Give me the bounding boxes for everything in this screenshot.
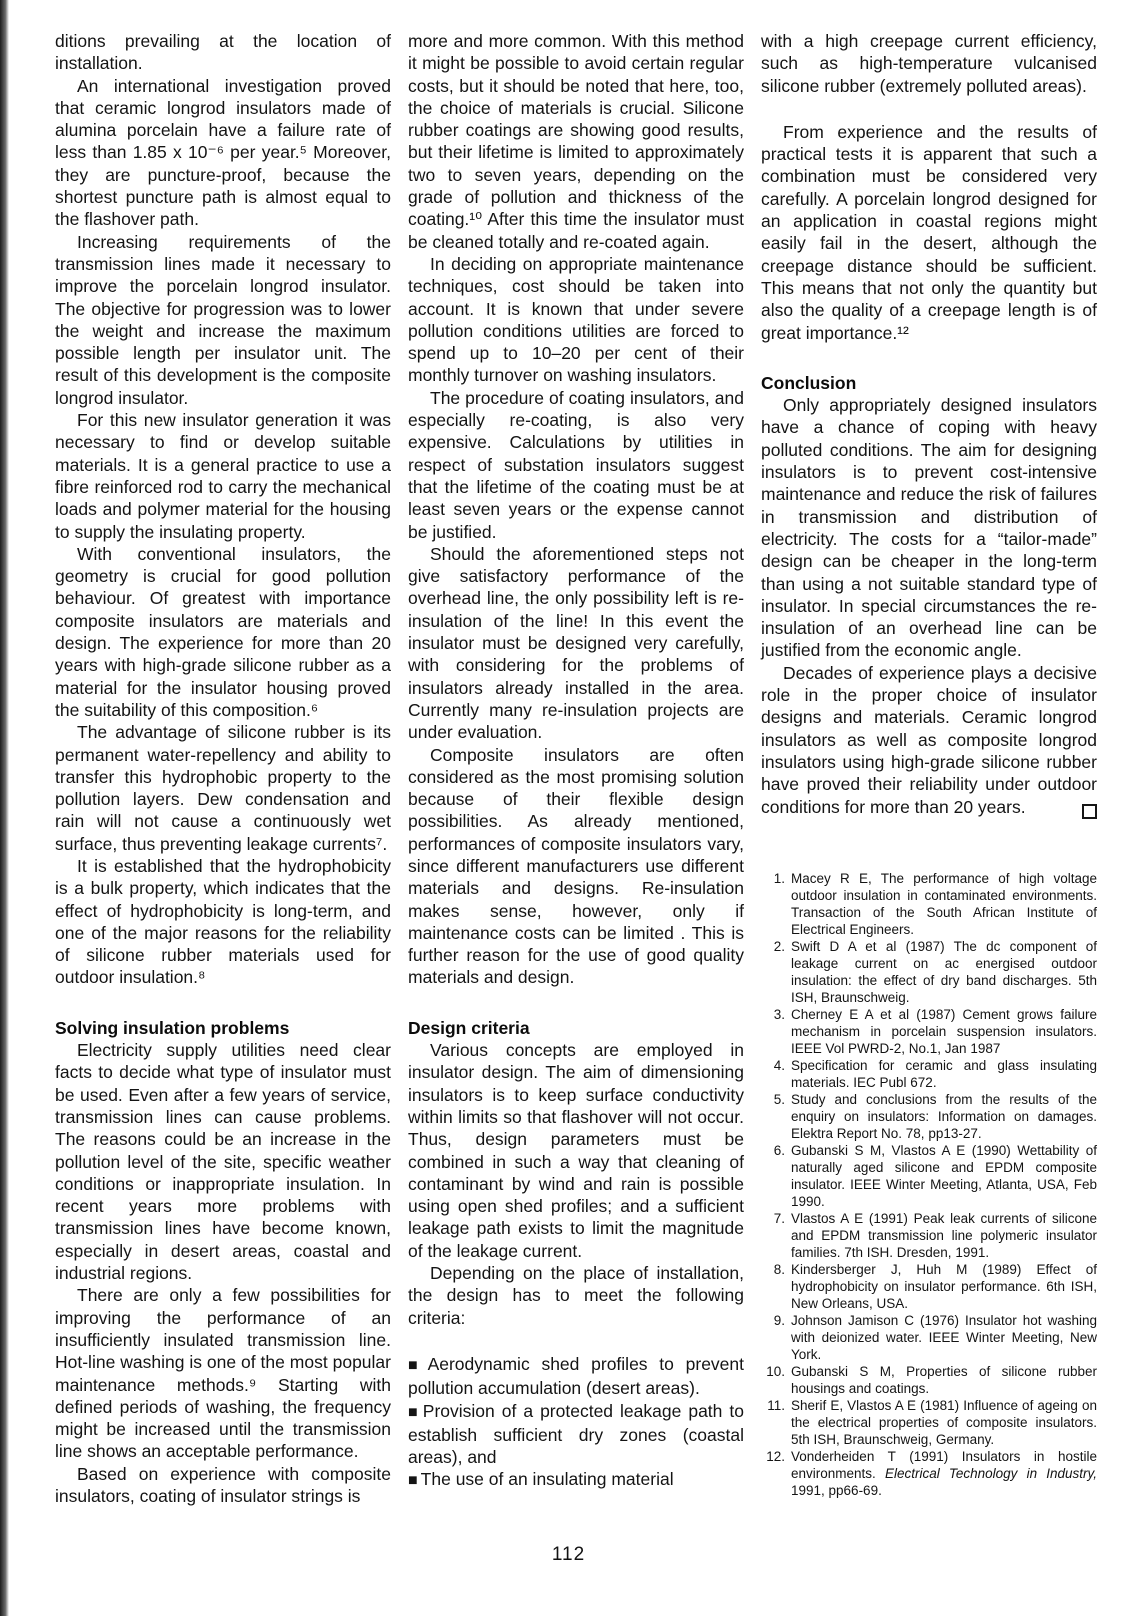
paragraph: With conventional insulators, the geometry is crucial for good pollution behaviour. Of greatest with importance composite insulators are materials and design. The experience for more than 20 years with high-grade silicone rubber as a material for the insulator housing proved the suitability of this composition.⁶ (55, 543, 391, 720)
spacer (408, 1329, 744, 1353)
page-number: 112 (551, 1544, 586, 1565)
column-3-text (761, 30, 1097, 818)
reference-number: 3. (773, 1006, 785, 1022)
article-columns (55, 30, 1097, 1507)
paragraph-continuation: ditions prevailing at the location of installation. (55, 31, 391, 74)
bullet-item: ■ Provision of a protected leakage path to establish sufficient dry zones (coastal areas), and (408, 1400, 744, 1468)
paragraph: Only appropriately designed insulators have a chance of coping with heavy polluted conditions. The aim for designing insulators is to prevent cost-intensive maintenance and reduce the risk of failures in transmission and distribution of electricity. The costs for a “tailor-made” design can be cheaper in the long-term than using a not suitable standard type of insulator. In special circumstances the re-insulation of an overhead line can be justified from the economic angle. (761, 395, 1097, 661)
paragraph: For this new insulator generation it was necessary to find or develop suitable materials. It is a general practice to use a fibre reinforced rod to carry the mechanical loads and polymer material for the housing to supply the insulating property. (55, 410, 391, 542)
section-heading: Design criteria (408, 1017, 530, 1038)
paragraph: Based on experience with composite insulators, coating of insulator strings is (55, 1463, 391, 1506)
paragraph: Should the aforementioned steps not give satisfactory performance of the overhead line, the only possibility left is re-insulation of the line! In this event the insulator must be designed very carefully, with considering for the problems of insulators already installed in the area. Currently many re-insulation projects are under evaluation. (408, 543, 744, 743)
bullet-square-icon: ■ (408, 1356, 425, 1374)
section-heading: Conclusion (761, 372, 857, 393)
column-2-text (408, 30, 744, 1493)
section-heading: Solving insulation problems (55, 1017, 290, 1038)
reference-item: 3. Cherney E A et al (1987) Cement grows failure mechanism in porcelain suspension insulators. IEEE Vol PWRD-2, No.1, Jan 1987 (761, 1006, 1097, 1057)
reference-item: 5. Study and conclusions from the results of the enquiry on insulators: Information on damages. Elektra Report No. 78, pp13-27. (761, 1091, 1097, 1142)
column-3 (761, 30, 1097, 1507)
paragraph-continuation: with a high creepage current efficiency, such as high-temperature vulcanised silicone rubber (extremely polluted areas). (761, 31, 1097, 96)
reference-number: 8. (773, 1261, 785, 1277)
reference-item: 4. Specification for ceramic and glass insulating materials. IEC Publ 672. (761, 1057, 1097, 1091)
reference-number: 6. (773, 1142, 785, 1158)
reference-number: 7. (773, 1210, 785, 1226)
paragraph: Increasing requirements of the transmission lines made it necessary to improve the porcelain longrod insulator. The objective for progression was to lower the weight and increase the maximum possible length per insulator unit. The result of this development is the composite longrod insulator. (55, 231, 391, 408)
end-of-article-icon (1082, 804, 1097, 819)
references-list (761, 870, 1097, 1499)
reference-number: 4. (773, 1057, 785, 1073)
scan-edge-artifact (0, 0, 9, 1616)
reference-item: 11. Sherif E, Vlastos A E (1981) Influence of ageing on the electrical properties of composite insulators. 5th ISH, Braunschweig, Germany. (761, 1397, 1097, 1448)
reference-number: 12. (766, 1448, 785, 1464)
reference-number: 2. (773, 938, 785, 954)
bullet-item: ■ The use of an insulating material (408, 1469, 674, 1490)
paragraph: The procedure of coating insulators, and especially re-coating, is also very expensive. Calculations by utilities in respect of substation insulators suggest that the lifetime of the coating must be at least seven years or the expense cannot be justified. (408, 387, 744, 542)
spacer (761, 97, 1097, 121)
column-1-text (55, 30, 391, 1507)
paragraph: Decades of experience plays a decisive role in the proper choice of insulator designs and materials. Ceramic longrod insulators as well as composite longrod insulators using high-grade silicone rubber have proved their reliability under outdoor conditions for more than 20 years. (761, 662, 1097, 817)
bullet-square-icon: ■ (408, 1472, 418, 1490)
reference-item: 7. Vlastos A E (1991) Peak leak currents of silicone and EPDM transmission line polymeric insulator families. 7th ISH. Dresden, 1991. (761, 1210, 1097, 1261)
paragraph: Depending on the place of installation, the design has to meet the following criteria: (408, 1263, 744, 1328)
reference-item: 9. Johnson Jamison C (1976) Insulator hot washing with deionized water. IEEE Winter Meeting, New York. (761, 1312, 1097, 1363)
reference-number: 10. (766, 1363, 785, 1379)
reference-number: 1. (773, 870, 785, 886)
paragraph: In deciding on appropriate maintenance techniques, cost should be taken into account. It is known that under severe pollution conditions utilities are forced to spend up to 10–20 per cent of their monthly turnover on washing insulators. (408, 253, 744, 386)
paragraph-continuation: more and more common. With this method it might be possible to avoid certain regular costs, but it should be noted that here, too, the choice of materials is crucial. Silicone rubber coatings are showing good results, but their lifetime is limited to approximately two to seven years, depending on the grade of pollution and thickness of the coating.¹⁰ After this time the insulator must be cleaned totally and re-coated again. (408, 31, 744, 252)
paragraph: Electricity supply utilities need clear facts to decide what type of insulator must be used. Even after a few years of service, transmission lines can cause problems. The reasons could be an increase in the pollution level of the site, specific weather conditions or inappropriate insulation. In recent years more problems with transmission lines have become known, especially in desert areas, coastal and industrial regions. (55, 1040, 391, 1284)
paragraph: Various concepts are employed in insulator design. The aim of dimensioning insulators is to keep surface conductivity within limits so that flashover will not occur. Thus, design parameters must be combined in such a way that cleaning of contaminant by wind and rain is possible using open shed profiles; and a sufficient leakage path exists to limit the magnitude of the leakage current. (408, 1040, 744, 1261)
column-2 (408, 30, 744, 1507)
reference-number: 9. (773, 1312, 785, 1328)
paragraph: Composite insulators are often considered as the most promising solution because of their flexible design possibilities. As already mentioned, performances of composite insulators vary, since different manufacturers use different materials and designs. Re-insulation makes sense, however, only if maintenance costs can be limited . This is further reason for the use of good quality materials and design. (408, 744, 744, 988)
paragraph: An international investigation proved that ceramic longrod insulators made of alumina porcelain have a failure rate of less than 1.85 x 10⁻⁶ per year.⁵ Moreover, they are puncture-proof, because the shortest puncture path is almost equal to the flashover path. (55, 75, 391, 230)
paragraph: It is established that the hydrophobicity is a bulk property, which indicates that the effect of hydrophobicity is long-term, and one of the major reasons for the reliability of silicone rubber materials used for outdoor insulation.⁸ (55, 855, 391, 988)
reference-number: 5. (773, 1091, 785, 1107)
reference-item: 6. Gubanski S M, Vlastos A E (1990) Wettability of naturally aged silicone and EPDM composite insulator. IEEE Winter Meeting, Atlanta, USA, Feb 1990. (761, 1142, 1097, 1210)
bullet-item: ■ Aerodynamic shed profiles to prevent pollution accumulation (desert areas). (408, 1353, 745, 1399)
paragraph: There are only a few possibilities for improving the performance of an insufficiently insulated transmission line. Hot-line washing is one of the most popular maintenance methods.⁹ Starting with defined periods of washing, the frequency might be increased until the transmission line shows an acceptable performance. (55, 1285, 391, 1462)
reference-number: 11. (767, 1397, 785, 1413)
column-1 (55, 30, 391, 1507)
paragraph: The advantage of silicone rubber is its permanent water-repellency and ability to transfer this hydrophobic property to the pollution layers. Dew condensation and rain will not cause a continuously wet surface, thus preventing leakage currents⁷. (55, 722, 391, 854)
reference-item: 2. Swift D A et al (1987) The dc component of leakage current on ac energised outdoor insulation: the effect of dry band discharges. 5th ISH, Braunschweig. (761, 938, 1097, 1006)
reference-item: 8. Kindersberger J, Huh M (1989) Effect of hydrophobicity on insulator performance. 6th ISH, New Orleans, USA. (761, 1261, 1097, 1312)
reference-item: 1. Macey R E, The performance of high voltage outdoor insulation in contaminated environments. Transaction of the South African Institute of Electrical Engineers. (761, 870, 1097, 938)
reference-item: 12. Vonderheiden T (1991) Insulators in hostile environments. Electrical Technology in Industry, 1991, pp66-69. (761, 1448, 1097, 1499)
reference-item: 10. Gubanski S M, Properties of silicone rubber housings and coatings. (761, 1363, 1097, 1397)
bullet-square-icon: ■ (408, 1403, 420, 1421)
paragraph: From experience and the results of practical tests it is apparent that such a combination must be considered very carefully. A porcelain longrod designed for an application in coastal regions might easily fail in the desert, although the creepage distance should be sufficient. This means that not only the quantity but also the quality of a creepage length is of great importance.¹² (761, 121, 1097, 343)
